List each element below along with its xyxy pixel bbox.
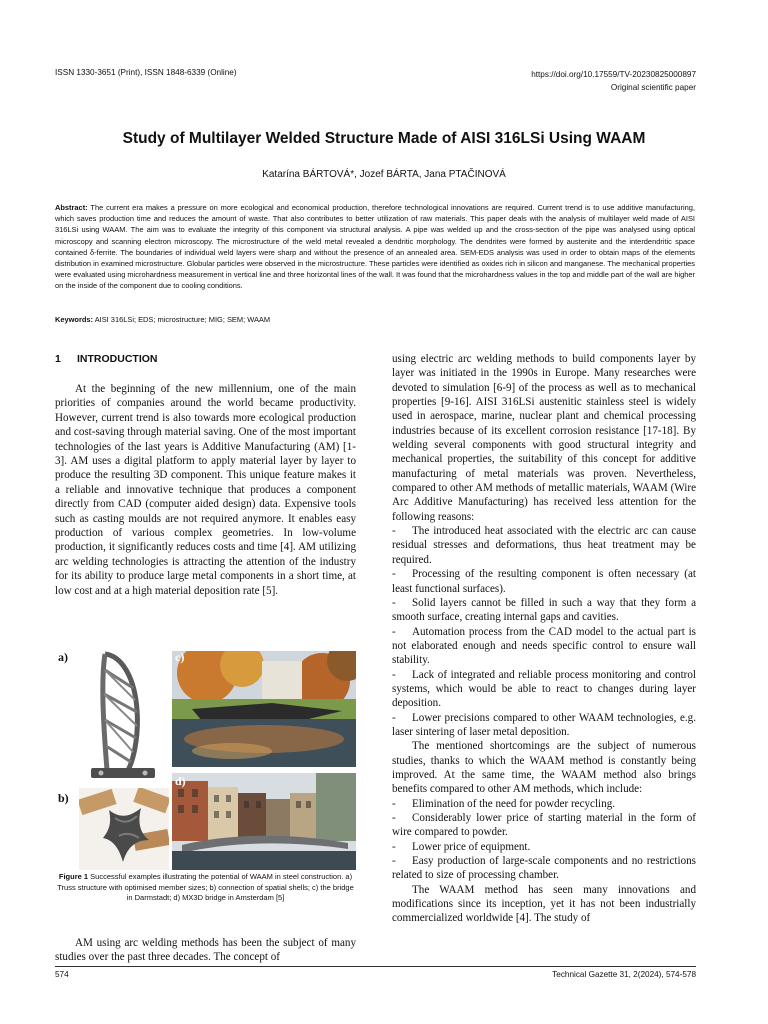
- paper-type: Original scientific paper: [610, 83, 696, 92]
- paragraph: using electric arc welding methods to build components layer by layer was initiated in the 1990s in Europe. Many researches were devoted to simulation [6-9] of the process as well as to mechanical properties [9-16]. AISI 316LSi austenitic stainless steel is widely used in aerospace, marine, nuclear plant and chemical processing industries because of its excellent corrosion resistance [17-18]. By welding several components with good structural integrity and mechanical properties, the suitability of this concept for additive manufacturing of metal materials was proven. Nevertheless, compared to other AM methods of metallic materials, WAAM (Wire Arc Additive Manufacturing) has received less attention for the following reasons:: [392, 353, 696, 523]
- footer-rule: [55, 966, 696, 967]
- truss-structure-image: [83, 650, 173, 782]
- keywords-text: AISI 316LSi; EDS; microstructure; MIG; SEM; WAAM: [94, 315, 271, 324]
- list-item: - The introduced heat associated with the electric arc can cause residual stresses and deformations, thus heat treatment may be required.: [392, 525, 696, 566]
- abstract-text: The current era makes a pressure on more ecological and economical production, therefore technological innovations are required. Current trend is to use additive manufacturing, which saves production time and reduces the amount of waste. That also contributes to better utilization of raw materials. This paper deals with the analysis of multilayer weld made of AISI 316LSi using WAAM. The aim was to evaluate the integrity of this component via structural analysis. A pipe was welded up and the cross-section of the pipe was analysed using optical microscopy and scanning electron microscopy. The microstructure of the weld metal revealed a dendritic morphology. The dendrites were formed by austenite and the interdendritic space contained δ-ferrite. The boundaries of individual weld layers were sharp and without the presence of an annealed area. SEM-EDS analysis was used in order to obtain maps of the elements distribution in examined microstructure. Globular particles were observed in the microstructure. These particles were identified as oxides rich in silicon and manganese. The mechanical properties were evaluated using microhardness measurement in vertical line and three horizontal lines of the wall. It was found that the microhardness values in the top and middle part of the wall are higher on the inside of the component due to cooling conditions.: [55, 203, 695, 291]
- list-item: - Elimination of the need for powder recycling.: [392, 797, 616, 810]
- figure-label-c: c): [175, 650, 185, 664]
- figure-label-d: d): [175, 774, 186, 788]
- figure-label-a: a): [58, 650, 68, 664]
- left-column-text: [55, 382, 356, 598]
- keywords-label: Keywords:: [55, 315, 94, 324]
- journal-citation: Technical Gazette 31, 2(2024), 574-578: [552, 970, 696, 979]
- list-item: - Processing of the resulting component is often necessary (at least functional surfaces).: [392, 568, 696, 595]
- issn-header: ISSN 1330-3651 (Print), ISSN 1848-6339 (Online): [55, 68, 237, 77]
- section-heading: [55, 353, 356, 365]
- list-item: - Lack of integrated and reliable process monitoring and control systems, which would be able to react to changes during layer deposition.: [392, 668, 696, 710]
- paper-title: Study of Multilayer Welded Structure Made of AISI 316LSi Using WAAM: [122, 130, 646, 147]
- page-number: 574: [55, 970, 69, 979]
- paragraph: AM using arc welding methods has been the subject of many studies over the past three decades. The concept of: [55, 937, 356, 964]
- paragraph: The WAAM method has seen many innovations and modifications since its inception, yet it has not been industrially commercialized worldwide [4]. The study of: [392, 883, 696, 925]
- figure-caption: [55, 872, 356, 904]
- section-title: INTRODUCTION: [77, 353, 158, 365]
- keywords: [55, 315, 695, 324]
- mx3d-bridge-image: [172, 773, 356, 870]
- doi-header: [531, 68, 696, 94]
- list-item: - Lower price of equipment.: [392, 840, 531, 853]
- doi-link[interactable]: https://doi.org/10.17559/TV-20230825000897: [531, 70, 696, 79]
- abstract: [55, 202, 695, 292]
- caption-label: Figure 1: [58, 872, 89, 881]
- list-item: - Easy production of large-scale components and no restrictions related to size of processing chamber.: [392, 855, 696, 882]
- left-column-text-continued: [55, 936, 356, 965]
- list-item: - Solid layers cannot be filled in such a way that they form a smooth surface, creating internal gaps and cavities.: [392, 596, 696, 624]
- abstract-label: Abstract:: [55, 203, 88, 212]
- darmstadt-bridge-image: [172, 651, 356, 767]
- right-column-text: [392, 352, 696, 926]
- spatial-shell-image: [79, 788, 169, 870]
- figure-1: [55, 648, 356, 870]
- figure-label-b: b): [58, 791, 69, 805]
- paragraph: At the beginning of the new millennium, one of the main priorities of companies around the world became productivity. However, current trend is also towards more ecological production and cost-saving through material saving. One of the most important technologies of the last years is Additive Manufacturing (AM) [1-3]. AM uses a digital platform to apply material layer by layer to produce the resulting 3D component. This unique feature makes it a reliable and innovative technique that produces a component directly from CAD (computer aided design) data. Expensive tools such as casting moulds are not required anymore. It enables easy production of various complex geometries. In low-volume production, it significantly reduces costs and time [4]. AM utilizing arc welding technologies is attracting the attention of the industry for its ability to produce large metal components in a short time, at low cost and at a high material deposition rate [5].: [55, 383, 356, 597]
- list-item: - Lower precisions compared to other WAAM technologies, e.g. laser sintering of laser metal deposition.: [392, 711, 696, 738]
- author-list: Katarína BÁRTOVÁ*, Jozef BÁRTA, Jana PTAČINOVÁ: [262, 169, 506, 180]
- list-item: - Considerably lower price of starting material in the form of wire compared to powder.: [392, 812, 696, 839]
- caption-text: Successful examples illustrating the potential of WAAM in steel construction. a) Truss structure with optimised member sizes; b) connection of spatial shells; c) the bridge in Darmstadt; d) MX3D bridge in Amsterdam [5]: [57, 872, 354, 902]
- section-number: 1: [55, 353, 61, 365]
- list-item: - Automation process from the CAD model to the actual part is not elaborated enough and needs specific control to ensure wall stability.: [392, 625, 696, 667]
- paragraph: The mentioned shortcomings are the subject of numerous studies, thanks to which the WAAM method is constantly being improved. At the same time, the WAAM method also brings benefits compared to other AM methods, which include:: [392, 740, 696, 796]
